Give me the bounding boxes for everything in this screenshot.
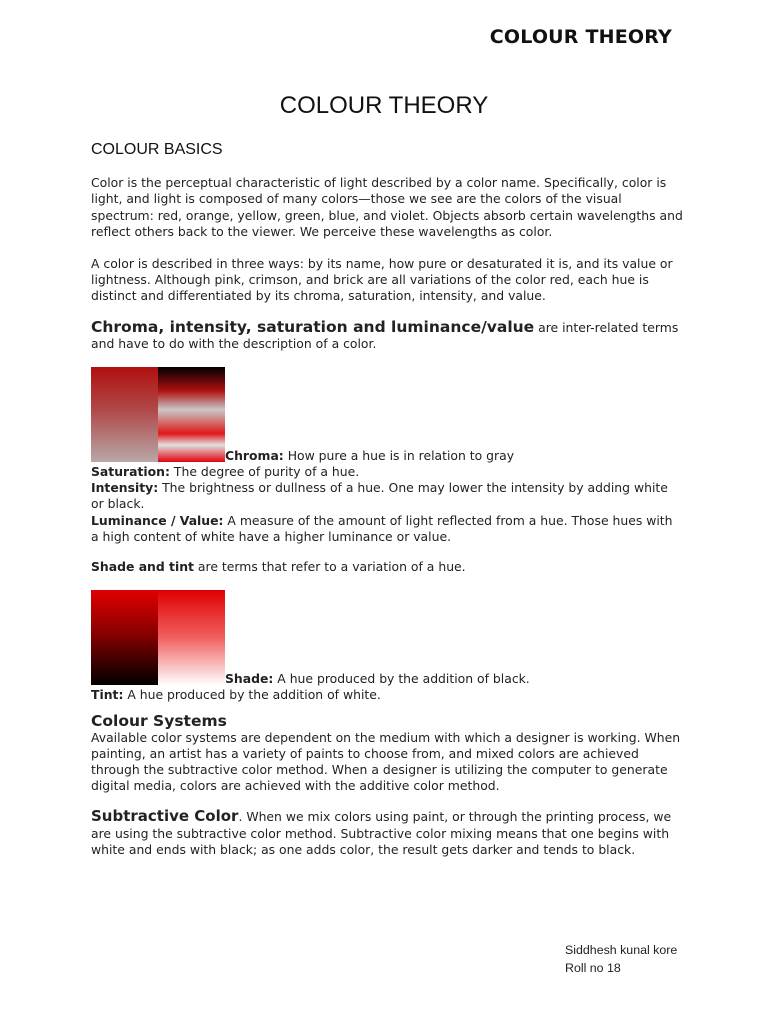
document-title: COLOUR THEORY [279,92,489,119]
shade-tint-swatch-row [91,590,683,685]
tint-swatch-image [158,590,225,685]
intensity-definition: Intensity: The brightness or dullness of a hue. One may lower the intensity by adding white or black. [91,480,668,512]
running-header: COLOUR THEORY [489,26,672,48]
paragraph-chroma-intro [91,319,683,352]
saturation-definition: Saturation: The degree of purity of a hue. [91,464,360,480]
document-body [91,140,683,858]
section-heading-colour-basics: COLOUR BASICS [91,141,223,158]
shade-definition: Shade: A hue produced by the addition of black. [225,671,530,687]
author-name: Siddhesh kunal kore [565,943,678,957]
chroma-heading: Chroma, intensity, saturation and luminance/value [91,317,535,336]
chroma-definition: Chroma: How pure a hue is in relation to gray [225,448,515,464]
chroma-swatch-row [91,367,683,462]
shade-tint-intro: Shade and tint are terms that refer to a variation of a hue. [91,559,466,575]
chroma-swatch-image [91,367,158,462]
subtractive-color-heading: Subtractive Color [91,807,239,826]
luminance-definition: Luminance / Value: A measure of the amount of light reflected from a hue. Those hues with a high content of white have a higher luminance or value. [91,512,673,544]
tint-definition: Tint: A hue produced by the addition of white. [91,687,381,703]
saturation-swatch-image [158,367,225,462]
subtractive-color-paragraph: Subtractive Color. When we mix colors using paint, or through the printing process, we are using the subtractive color method. Subtractive color mixing means that one begins with white and ends with black; as one adds color, the result gets darker and tends to black. [91,807,672,857]
chroma-heading-rest: are inter-related terms and have to do with the description of a color. [91,319,679,351]
colour-systems-paragraph: Available color systems are dependent on the medium with which a designer is working. When painting, an artist has a variety of paints to choose from, and mixed colors are achieved through the subtractive color method. When a designer is utilizing the computer to generate digital media, colors are achieved with the additive color method. [91,729,681,794]
shade-swatch-image [91,590,158,685]
author-footer [565,941,677,977]
paragraph-color-description: A color is described in three ways: by its name, how pure or desaturated it is, and its value or lightness. Although pink, crimson, and brick are all variations of the color red, each hue is distinct and differentiated by its chroma, saturation, intensity, and value. [91,256,673,304]
roll-number: Roll no 18 [565,961,621,975]
colour-systems-heading: Colour Systems [91,712,227,731]
paragraph-color-definition: Color is the perceptual characteristic of light described by a color name. Specifically, color is light, and light is composed of many colors—those we see are the colors of the visual spectrum: red, orange, yellow, green, blue, and violet. Objects absorb certain wavelengths and reflect others back to the viewer. We perceive these wavelengths as color. [91,175,683,239]
